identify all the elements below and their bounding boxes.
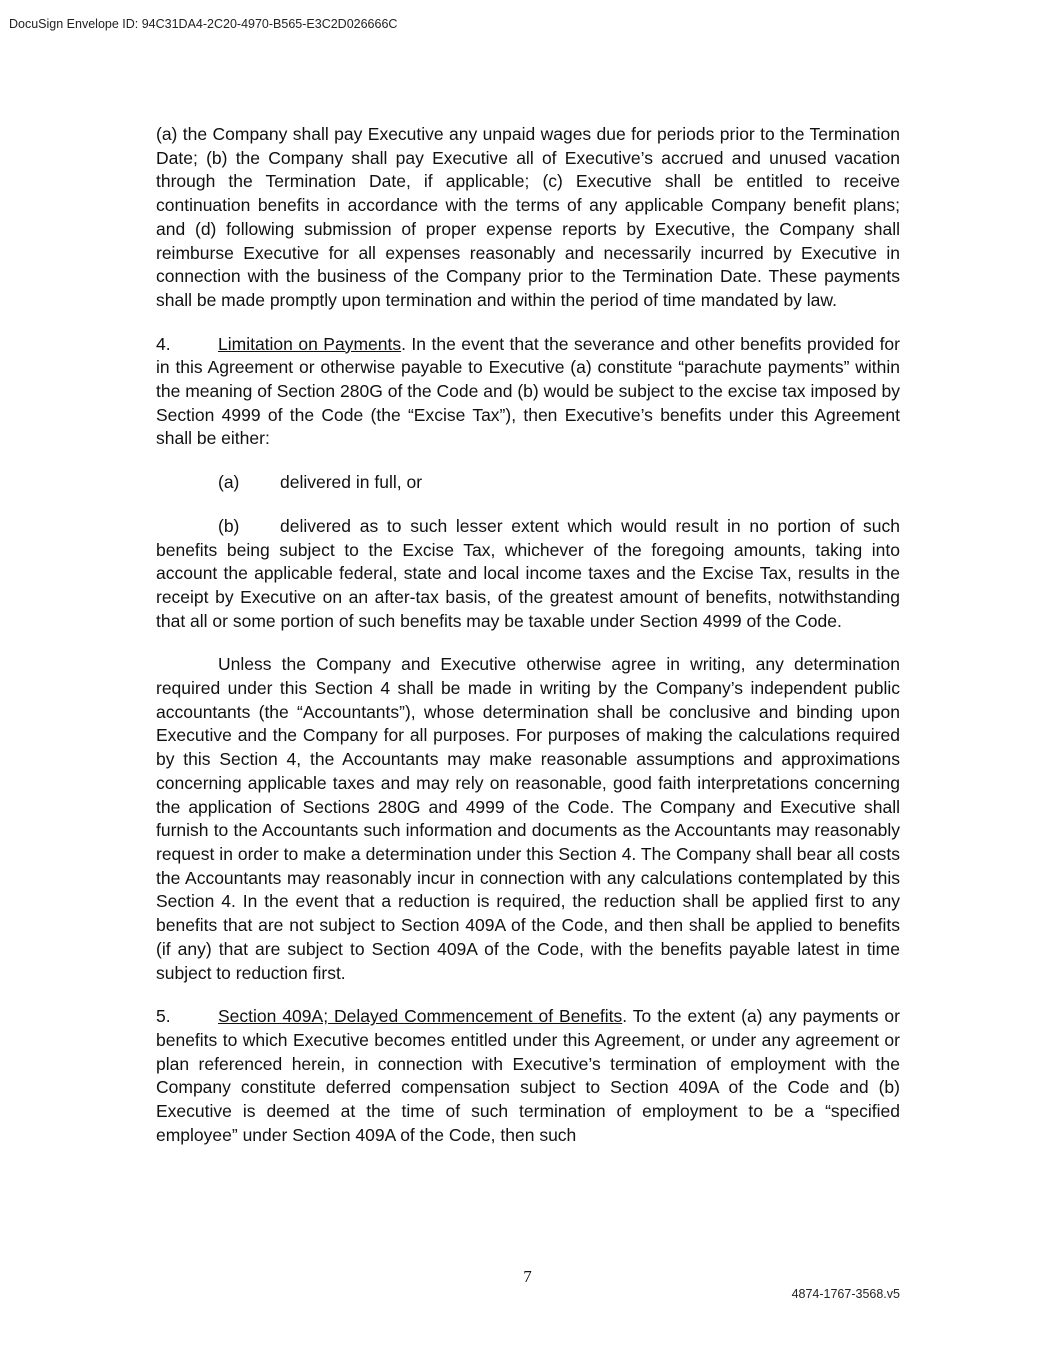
section-4-text: . In the event that the severance and other benefits provided for in this Agreement or otherwise payable to Executive (a) constitute “parachute payments” within the meaning of Section 280G of the Code and (b) would be subject to the excise tax imposed by Section 4999 of the Code (the “Excise Tax”), then Executive’s benefits under this Agreement shall be either: bbox=[156, 333, 900, 449]
section-4-number: 4. bbox=[156, 333, 171, 354]
paragraph-continuation: (a) the Company shall pay Executive any unpaid wages due for periods prior to the Termination Date; (b) the Company shall pay Executive all of Executive’s accrued and unused vacation through the Termination Date, if applicable; (c) Executive shall be entitled to receive continuation benefits in accordance with the terms of any applicable Company benefit plans; and (d) following submission of proper expense reports by Executive, the Company shall reimburse Executive for all expenses reasonably and necessarily incurred by Executive in connection with the business of the Company prior to the Termination Date. These payments shall be made promptly upon termination and within the period of time mandated by law. bbox=[156, 124, 900, 310]
document-id: 4874-1767-3568.v5 bbox=[791, 1287, 900, 1301]
list-item-b bbox=[156, 515, 900, 634]
section-5-text: . To the extent (a) any payments or benefits to which Executive becomes entitled under this Agreement, or under any agreement or plan referenced herein, in connection with Executive’s termination of employment with the Company constitute deferred compensation subject to Section 409A of the Code and (b) Executive is deemed at the time of such termination of employment to be a “specified employee” under Section 409A of the Code, then such bbox=[156, 1006, 900, 1145]
section-5-number: 5. bbox=[156, 1006, 171, 1027]
list-item-b-text: delivered as to such lesser extent which would result in no portion of such benefits being subject to the Excise Tax, whichever of the foregoing amounts, taking into account the applicable federal, state and local income taxes and the Excise Tax, results in the receipt by Executive on an after-tax basis, of the greatest amount of benefits, notwithstanding that all or some portion of such benefits may be taxable under Section 4999 of the Code. bbox=[156, 515, 900, 631]
list-item-a bbox=[156, 471, 900, 495]
list-item-a-label: (a) bbox=[218, 472, 240, 493]
docusign-envelope-id: DocuSign Envelope ID: 94C31DA4-2C20-4970-B565-E3C2D026666C bbox=[9, 17, 398, 31]
section-4-title: Limitation on Payments bbox=[218, 333, 402, 354]
section-5-paragraph bbox=[156, 1005, 900, 1147]
section-5-title: Section 409A; Delayed Commencement of Benefits bbox=[218, 1006, 623, 1027]
page-number: 7 bbox=[523, 1267, 532, 1286]
paragraph-accountants: Unless the Company and Executive otherwise agree in writing, any determination required under this Section 4 shall be made in writing by the Company’s independent public accountants (the “Accountants”), whose determination shall be conclusive and binding upon Executive and the Company for all purposes. For purposes of making the calculations required by this Section 4, the Accountants may make reasonable assumptions and approximations concerning applicable taxes and may rely on reasonable, good faith interpretations concerning the application of Sections 280G and 4999 of the Code. The Company and Executive shall furnish to the Accountants such information and documents as the Accountants may reasonably request in order to make a determination under this Section 4. The Company shall bear all costs the Accountants may reasonably incur in connection with any calculations contemplated by this Section 4. In the event that a reduction is required, the reduction shall be applied first to any benefits that are not subject to Section 409A of the Code, and then shall be applied to benefits (if any) that are subject to Section 409A of the Code, with the benefits payable latest in time subject to reduction first. bbox=[156, 654, 900, 983]
page-body bbox=[156, 123, 900, 1167]
list-item-a-text: delivered in full, or bbox=[280, 472, 423, 493]
section-4-paragraph bbox=[156, 333, 900, 452]
list-item-b-label: (b) bbox=[218, 515, 240, 536]
